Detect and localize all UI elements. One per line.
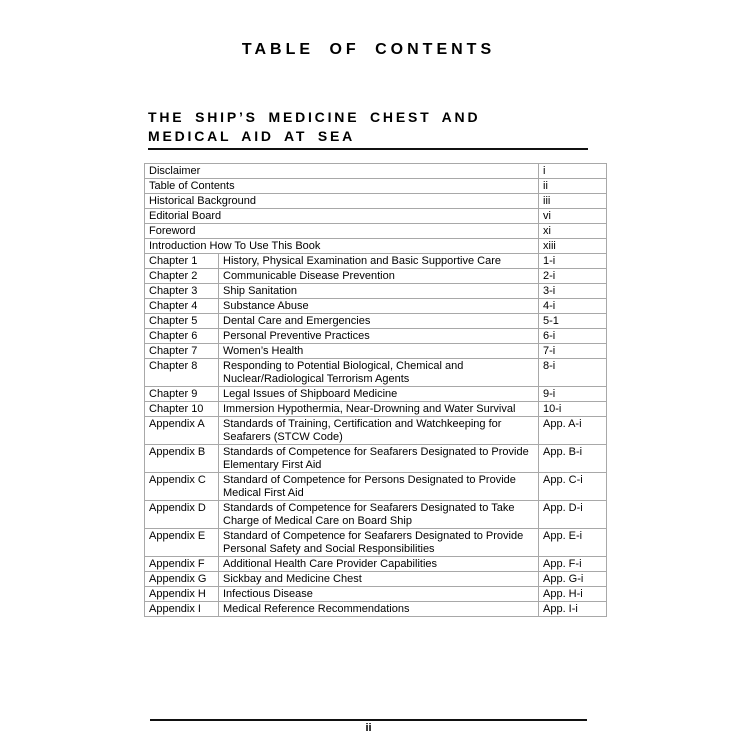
toc-row (145, 314, 607, 329)
page-title: TABLE OF CONTENTS (241, 41, 496, 58)
toc-page-number: 3-i (539, 284, 607, 299)
toc-entry-title: Introduction How To Use This Book (145, 239, 539, 254)
toc-page-number: 10-i (539, 402, 607, 417)
toc-entry-label: Chapter 9 (145, 387, 219, 402)
toc-row (145, 473, 607, 501)
toc-entry-title: Infectious Disease (219, 587, 539, 602)
toc-entry-label: Appendix G (145, 572, 219, 587)
toc-entry-title: Dental Care and Emergencies (219, 314, 539, 329)
toc-row (145, 179, 607, 194)
footer-page-number: ii (365, 722, 372, 734)
toc-entry-label: Chapter 8 (145, 359, 219, 387)
toc-entry-label: Appendix B (145, 445, 219, 473)
toc-page-number: 6-i (539, 329, 607, 344)
toc-row (145, 299, 607, 314)
toc-row (145, 587, 607, 602)
toc-page-number: 8-i (539, 359, 607, 387)
toc-row (145, 445, 607, 473)
toc-entry-title: Standard of Competence for Persons Designated to Provide Medical First Aid (219, 473, 539, 501)
footer-rule (150, 719, 587, 721)
toc-page-number: 4-i (539, 299, 607, 314)
toc-row (145, 572, 607, 587)
toc-entry-title: Medical Reference Recommendations (219, 602, 539, 617)
toc-entry-title: Table of Contents (145, 179, 539, 194)
toc-entry-label: Chapter 1 (145, 254, 219, 269)
toc-entry-title: Legal Issues of Shipboard Medicine (219, 387, 539, 402)
toc-entry-label: Chapter 3 (145, 284, 219, 299)
toc-row (145, 602, 607, 617)
toc-row (145, 329, 607, 344)
toc-page-number: App. I-i (539, 602, 607, 617)
toc-page-number: 7-i (539, 344, 607, 359)
book-title (148, 108, 608, 146)
toc-entry-title: Historical Background (145, 194, 539, 209)
toc-entry-title: Editorial Board (145, 209, 539, 224)
toc-entry-title: Responding to Potential Biological, Chemical and Nuclear/Radiological Terrorism Agents (219, 359, 539, 387)
toc-entry-title: Substance Abuse (219, 299, 539, 314)
toc-row (145, 284, 607, 299)
toc-entry-title: History, Physical Examination and Basic Supportive Care (219, 254, 539, 269)
toc-row (145, 224, 607, 239)
toc-page-number: App. B-i (539, 445, 607, 473)
book-title-line1: THE SHIP’S MEDICINE CHEST AND (148, 109, 481, 125)
toc-entry-label: Appendix F (145, 557, 219, 572)
toc-entry-label: Chapter 2 (145, 269, 219, 284)
toc-entry-title: Sickbay and Medicine Chest (219, 572, 539, 587)
toc-page-number: App. F-i (539, 557, 607, 572)
toc-entry-title: Personal Preventive Practices (219, 329, 539, 344)
toc-row (145, 269, 607, 284)
toc-page-number: 2-i (539, 269, 607, 284)
toc-page-number: xi (539, 224, 607, 239)
toc-entry-title: Ship Sanitation (219, 284, 539, 299)
toc-row (145, 501, 607, 529)
toc-entry-title: Women’s Health (219, 344, 539, 359)
toc-page-number: App. H-i (539, 587, 607, 602)
toc-entry-label: Appendix A (145, 417, 219, 445)
toc-entry-label: Chapter 7 (145, 344, 219, 359)
toc-entry-title: Foreword (145, 224, 539, 239)
toc-row (145, 239, 607, 254)
toc-entry-label: Chapter 6 (145, 329, 219, 344)
toc-entry-label: Chapter 4 (145, 299, 219, 314)
heading-rule (148, 148, 588, 150)
toc-entry-label: Appendix H (145, 587, 219, 602)
toc-row (145, 209, 607, 224)
toc-row (145, 254, 607, 269)
toc-row (145, 387, 607, 402)
toc-entry-label: Chapter 10 (145, 402, 219, 417)
toc-entry-title: Communicable Disease Prevention (219, 269, 539, 284)
toc-row (145, 402, 607, 417)
toc-table (144, 163, 607, 617)
toc-entry-title: Immersion Hypothermia, Near-Drowning and Water Survival (219, 402, 539, 417)
toc-row (145, 194, 607, 209)
toc-page-number: 5-1 (539, 314, 607, 329)
toc-page-number: iii (539, 194, 607, 209)
toc-entry-title: Standards of Training, Certification and Watchkeeping for Seafarers (STCW Code) (219, 417, 539, 445)
toc-page-number: 9-i (539, 387, 607, 402)
toc-entry-label: Appendix C (145, 473, 219, 501)
toc-entry-title: Standards of Competence for Seafarers Designated to Take Charge of Medical Care on Board Ship (219, 501, 539, 529)
toc-entry-label: Appendix E (145, 529, 219, 557)
toc-entry-label: Appendix D (145, 501, 219, 529)
toc-row (145, 359, 607, 387)
toc-row (145, 557, 607, 572)
toc-entry-label: Appendix I (145, 602, 219, 617)
toc-row (145, 417, 607, 445)
toc-entry-label: Chapter 5 (145, 314, 219, 329)
toc-page-number: xiii (539, 239, 607, 254)
book-title-line2: MEDICAL AID AT SEA (148, 128, 356, 144)
toc-page-number: App. D-i (539, 501, 607, 529)
toc-row (145, 344, 607, 359)
toc-page-number: App. G-i (539, 572, 607, 587)
toc-row (145, 164, 607, 179)
toc-page-number: ii (539, 179, 607, 194)
toc-entry-title: Additional Health Care Provider Capabilities (219, 557, 539, 572)
toc-page-number: vi (539, 209, 607, 224)
toc-entry-title: Disclaimer (145, 164, 539, 179)
toc-page-number: i (539, 164, 607, 179)
toc-page-number: App. E-i (539, 529, 607, 557)
toc-page-number: App. C-i (539, 473, 607, 501)
toc-entry-title: Standard of Competence for Seafarers Designated to Provide Personal Safety and Social Responsibilities (219, 529, 539, 557)
toc-row (145, 529, 607, 557)
toc-page-number: App. A-i (539, 417, 607, 445)
toc-page-number: 1-i (539, 254, 607, 269)
toc-entry-title: Standards of Competence for Seafarers Designated to Provide Elementary First Aid (219, 445, 539, 473)
